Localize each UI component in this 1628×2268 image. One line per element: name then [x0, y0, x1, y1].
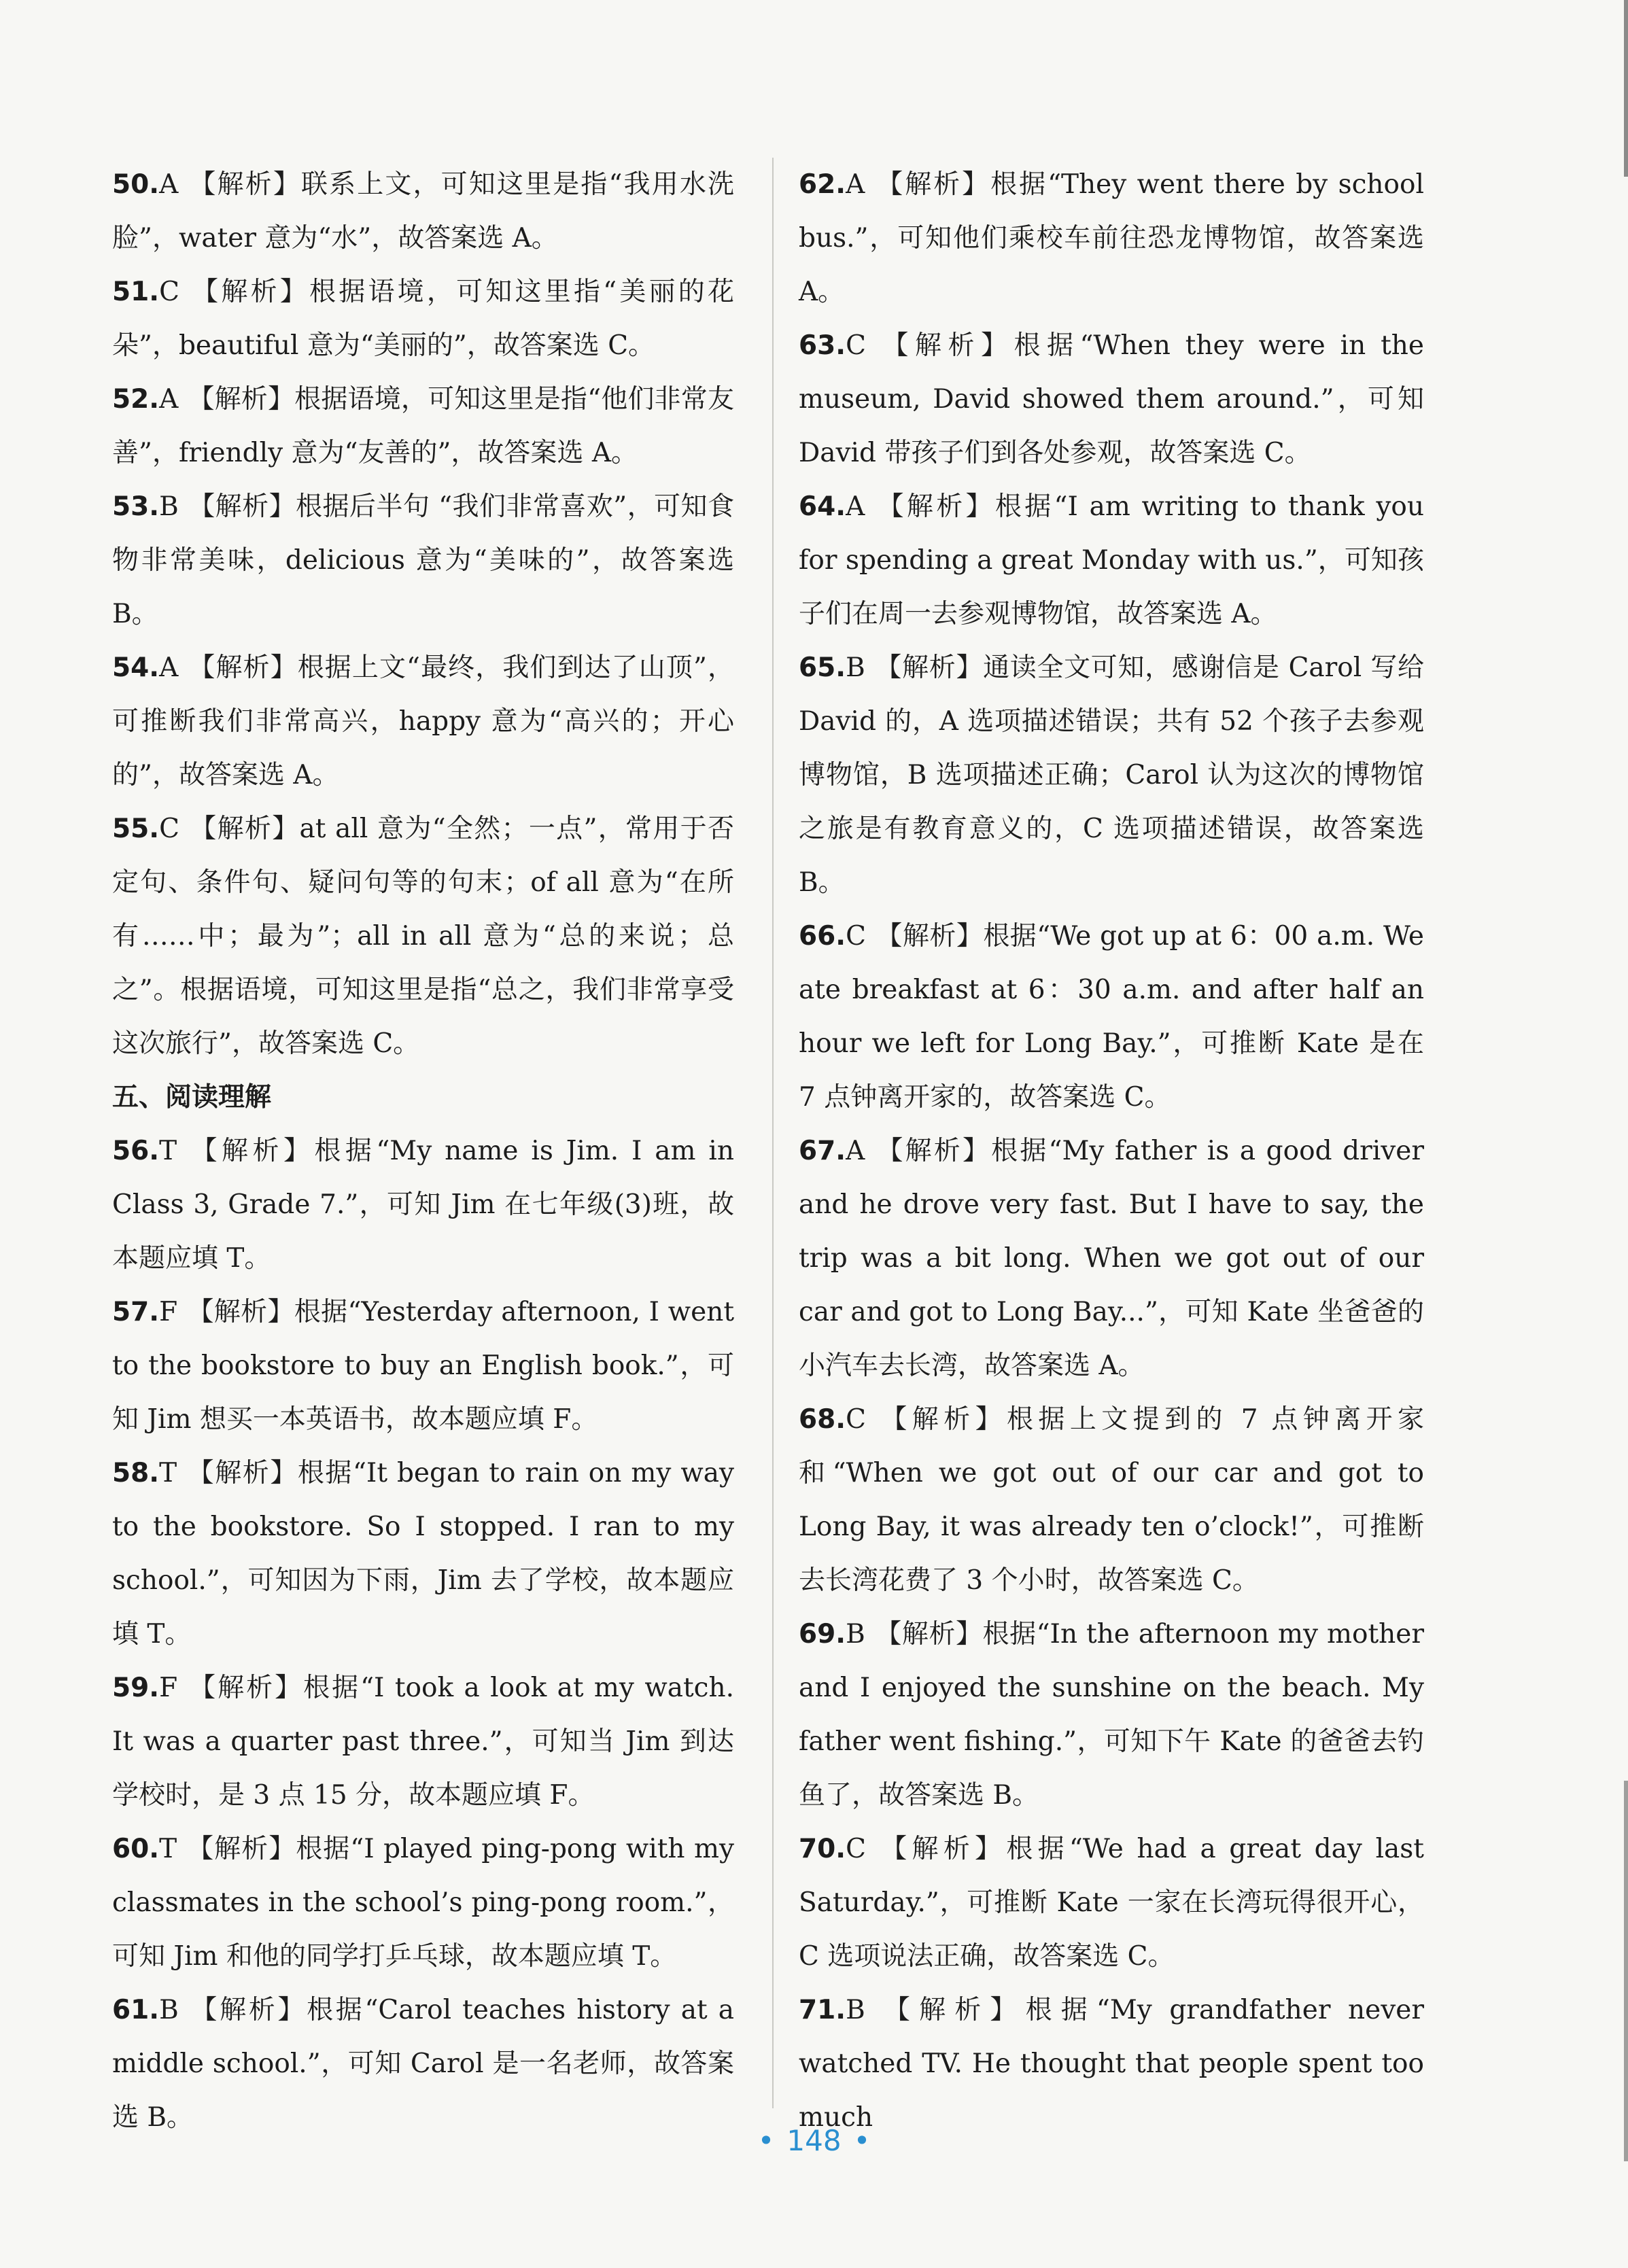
- answer-item: [799, 158, 1424, 319]
- explanation-text: 根据上文提到的 7 点钟离开家和“When we got out of our car and got to Long Bay, it was already ten o’clock!”，可推断去长湾花费了 3 个小时，故答案选 C。: [799, 1404, 1424, 1596]
- answer-letter: B: [846, 652, 865, 683]
- explanation-text: 根据“We got up at 6：00 a.m. We ate breakfast at 6：30 a.m. and after half an hour we left for Long Bay.”，可推断 Kate 是在 7 点钟离开家的，故答案选 C。: [799, 921, 1424, 1113]
- question-number: 60.: [112, 1834, 160, 1864]
- answer-item: [799, 1124, 1424, 1393]
- answer-item: [112, 372, 734, 480]
- analysis-tag: 【解析】: [186, 1458, 298, 1488]
- answer-item: [799, 909, 1424, 1124]
- left-column: [112, 158, 734, 2144]
- answer-letter: C: [846, 330, 866, 361]
- answer-item: [799, 1393, 1424, 1607]
- explanation-text: 根据上文“最终，我们到达了山顶”，可推断我们非常高兴，happy 意为“高兴的；开心的”，故答案选 A。: [112, 652, 734, 790]
- question-number: 64.: [799, 491, 846, 522]
- analysis-tag: 【解析】: [874, 652, 984, 683]
- answer-item: [112, 1983, 734, 2144]
- explanation-text: 通读全文可知，感谢信是 Carol 写给 David 的，A 选项描述错误；共有 52 个孩子去参观博物馆，B 选项描述正确；Carol 认为这次的博物馆之旅是有教育意义的，C 选项描述错误，故答案选 B。: [799, 652, 1424, 898]
- question-number: 57.: [112, 1297, 160, 1327]
- explanation-text: 根据“When they were in the museum, David showed them around.”，可知 David 带孩子们到各处参观，故答案选 C。: [799, 330, 1424, 468]
- analysis-tag: 【解析】: [188, 652, 298, 683]
- answer-letter: A: [159, 384, 179, 415]
- answer-letter: A: [846, 169, 865, 200]
- analysis-tag: 【解析】: [188, 169, 301, 200]
- explanation-text: 根据“It began to rain on my way to the bookstore. So I stopped. I ran to my school.”，可知因为下雨，Jim 去了学校，故本题应填 T。: [112, 1458, 734, 1650]
- explanation-text: 根据语境，可知这里是指“他们非常友善”，friendly 意为“友善的”，故答案选 A。: [112, 384, 734, 468]
- answer-list-cloze: [112, 158, 734, 1070]
- answer-letter: A: [846, 1136, 865, 1166]
- answer-item: [112, 158, 734, 265]
- question-number: 61.: [112, 1995, 160, 2025]
- question-number: 68.: [799, 1404, 846, 1435]
- question-number: 59.: [112, 1673, 160, 1703]
- answer-list-reading-continued: [799, 158, 1424, 2144]
- answer-list-reading: [112, 1124, 734, 2144]
- analysis-tag: 【解析】: [188, 384, 295, 415]
- scan-edge-mark: [1624, 0, 1628, 177]
- explanation-text: 根据后半句 “我们非常喜欢”，可知食物非常美味，delicious 意为“美味的”，故答案选 B。: [112, 491, 734, 629]
- explanation-text: 根据“In the afternoon my mother and I enjoyed the sunshine on the beach. My father went fishing.”，可知下午 Kate 的爸爸去钓鱼了，故答案选 B。: [799, 1619, 1424, 1811]
- question-number: 56.: [112, 1136, 160, 1166]
- answer-item: [799, 319, 1424, 480]
- analysis-tag: 【解析】: [186, 1834, 296, 1864]
- answer-letter: C: [846, 1404, 866, 1435]
- explanation-text: 根据“They went there by school bus.”，可知他们乘校车前往恐龙博物馆，故答案选 A。: [799, 169, 1424, 307]
- question-number: 70.: [799, 1834, 846, 1864]
- answer-item: [112, 480, 734, 641]
- analysis-tag: 【解析】: [874, 1619, 983, 1650]
- question-number: 71.: [799, 1995, 846, 2025]
- answer-item: [799, 480, 1424, 641]
- answer-letter: B: [846, 1995, 865, 2025]
- answer-item: [112, 265, 734, 372]
- section-heading-reading: 五、阅读理解: [112, 1082, 272, 1113]
- answer-letter: T: [159, 1136, 177, 1166]
- answer-letter: A: [159, 169, 179, 200]
- column-divider: [772, 158, 774, 2108]
- answer-letter: A: [846, 491, 865, 522]
- explanation-text: 根据“I took a look at my watch. It was a quarter past three.”，可知当 Jim 到达学校时，是 3 点 15 分，故本题应填 F。: [112, 1673, 734, 1811]
- question-number: 50.: [112, 169, 160, 200]
- answer-letter: F: [159, 1673, 178, 1703]
- question-number: 62.: [799, 169, 846, 200]
- explanation-text: 联系上文，可知这里是指“我用水洗脸”，water 意为“水”，故答案选 A。: [112, 169, 734, 254]
- answer-item: [799, 641, 1424, 909]
- explanation-text: 根据“We had a great day last Saturday.”，可推断 Kate 一家在长湾玩得很开心，C 选项说法正确，故答案选 C。: [799, 1834, 1424, 1972]
- answer-item: [112, 802, 734, 1070]
- page-number: 148: [786, 2124, 842, 2157]
- analysis-tag: 【解析】: [874, 169, 991, 200]
- answer-item: [112, 641, 734, 802]
- question-number: 69.: [799, 1619, 846, 1650]
- explanation-text: 根据“My name is Jim. I am in Class 3, Grade 7.”，可知 Jim 在七年级(3)班，故本题应填 T。: [112, 1136, 734, 1274]
- question-number: 67.: [799, 1136, 846, 1166]
- explanation-text: 根据“I am writing to thank you for spending a great Monday with us.”，可知孩子们在周一去参观博物馆，故答案选 A。: [799, 491, 1424, 629]
- right-column: [799, 158, 1424, 2144]
- analysis-tag: 【解析】: [186, 1136, 315, 1166]
- analysis-tag: 【解析】: [187, 1673, 304, 1703]
- footer-dot-left: •: [757, 2124, 775, 2157]
- answer-letter: C: [846, 921, 866, 952]
- answer-letter: C: [846, 1834, 866, 1864]
- answer-item: [112, 1124, 734, 1285]
- question-number: 58.: [112, 1458, 160, 1488]
- answer-item: [112, 1446, 734, 1661]
- analysis-tag: 【解析】: [188, 814, 300, 844]
- analysis-tag: 【解析】: [875, 1834, 1007, 1864]
- explanation-text: 根据“Carol teaches history at a middle school.”，可知 Carol 是一名老师，故答案选 B。: [112, 1995, 734, 2133]
- question-number: 53.: [112, 491, 160, 522]
- analysis-tag: 【解析】: [875, 330, 1014, 361]
- answer-letter: B: [159, 491, 179, 522]
- analysis-tag: 【解析】: [188, 277, 310, 307]
- analysis-tag: 【解析】: [188, 491, 296, 522]
- question-number: 54.: [112, 652, 160, 683]
- analysis-tag: 【解析】: [875, 921, 984, 952]
- explanation-text: 根据“Yesterday afternoon, I went to the bookstore to buy an English book.”，可知 Jim 想买一本英语书，故本题应填 F。: [112, 1297, 734, 1435]
- answer-letter: A: [159, 652, 179, 683]
- explanation-text: 根据语境，可知这里指“美丽的花朵”，beautiful 意为“美丽的”，故答案选 C。: [112, 277, 734, 361]
- answer-item: [112, 1822, 734, 1983]
- explanation-text: 根据“My father is a good driver and he drove very fast. But I have to say, the trip was a bit long. When we got out of our car and got to Long Bay...”，可知 Kate 坐爸爸的小汽车去长湾，故答案选 A。: [799, 1136, 1424, 1381]
- answer-letter: C: [159, 814, 179, 844]
- answer-item: [112, 1285, 734, 1446]
- answer-letter: F: [159, 1297, 178, 1327]
- explanation-text: at all 意为“全然；一点”，常用于否定句、条件句、疑问句等的句末；of all 意为“在所有……中；最为”；all in all 意为“总的来说；总之”。根据语境，可知这里是指“总之，我们非常享受这次旅行”，故答案选 C。: [112, 814, 734, 1059]
- question-number: 63.: [799, 330, 846, 361]
- explanation-text: 根据“My grandfather never watched TV. He thought that people spent too much: [799, 1995, 1424, 2133]
- answer-item: [112, 1661, 734, 1822]
- analysis-tag: 【解析】: [875, 1404, 1007, 1435]
- scan-edge-mark: [1624, 1781, 1628, 2161]
- answer-letter: T: [159, 1458, 177, 1488]
- answer-letter: B: [846, 1619, 865, 1650]
- question-number: 66.: [799, 921, 846, 952]
- question-number: 65.: [799, 652, 846, 683]
- footer-dot-right: •: [853, 2124, 871, 2157]
- answer-item: [799, 1607, 1424, 1822]
- page-footer: [0, 2124, 1628, 2157]
- analysis-tag: 【解析】: [874, 1995, 1026, 2025]
- question-number: 51.: [112, 277, 160, 307]
- analysis-tag: 【解析】: [188, 1995, 307, 2025]
- analysis-tag: 【解析】: [187, 1297, 294, 1327]
- answer-letter: C: [159, 277, 179, 307]
- question-number: 52.: [112, 384, 160, 415]
- answer-item: [799, 1822, 1424, 1983]
- analysis-tag: 【解析】: [874, 1136, 992, 1166]
- analysis-tag: 【解析】: [874, 491, 995, 522]
- answer-letter: T: [159, 1834, 177, 1864]
- question-number: 55.: [112, 814, 160, 844]
- answer-letter: B: [159, 1995, 179, 2025]
- answer-item: [799, 1983, 1424, 2144]
- explanation-text: 根据“I played ping-pong with my classmates in the school’s ping-pong room.”，可知 Jim 和他的同学打乒乓球，故本题应填 T。: [112, 1834, 734, 1972]
